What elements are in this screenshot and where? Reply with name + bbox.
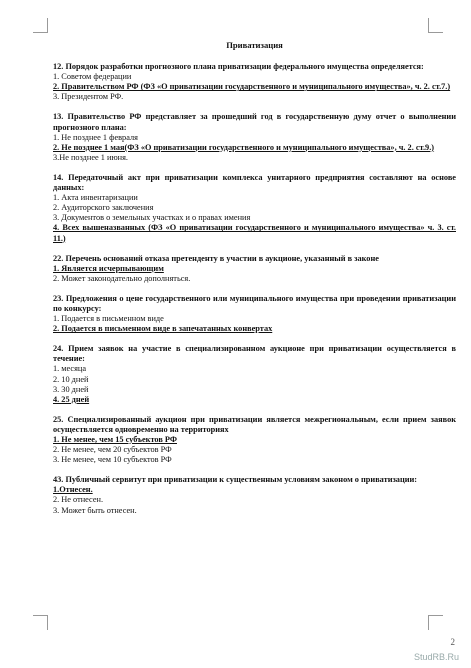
question-text: 24. Прием заявок на участие в специализированном аукционе при приватизации осуществляется в течение:	[53, 344, 456, 364]
question-block	[53, 112, 456, 162]
question-block	[53, 254, 456, 284]
page-title: Приватизация	[226, 40, 283, 50]
question-block	[53, 62, 456, 102]
crop-mark-bottom-right	[428, 615, 443, 630]
answer-option: 3. Не менее, чем 10 субъектов РФ	[53, 455, 172, 465]
answer-option-correct: 2. Не позднее 1 мая(ФЗ «О приватизации государственного и муниципального имущества», ч. 2. ст.9.)	[53, 142, 435, 152]
answer-option: 1. месяца	[53, 364, 87, 374]
answer-option: 3. Документов о земельных участках и о правах имения	[53, 213, 251, 223]
answer-option-correct: 1. Не менее, чем 15 субъектов РФ	[53, 435, 177, 444]
answer-option: 1. Акта инвентаризации	[53, 193, 138, 203]
question-text: 25. Специализированный аукцион при приватизации является межрегиональным, если прием заявок осуществляется одновременно на территориях	[53, 414, 456, 434]
answer-option: 1. Подается в письменном виде	[53, 314, 164, 324]
answer-option: 2. 10 дней	[53, 374, 89, 384]
question-block	[53, 173, 456, 244]
crop-mark-top-left	[33, 18, 48, 33]
crop-mark-top-right	[428, 18, 443, 33]
answer-option: 2. Может законодательно дополняться.	[53, 273, 191, 283]
answer-option: 1. Не позднее 1 февраля	[53, 132, 138, 142]
question-block	[53, 344, 456, 405]
question-block	[53, 294, 456, 334]
question-text: 43. Публичный сервитут при приватизации к существенным условиям законом о приватизации:	[53, 475, 418, 485]
question-text: 14. Передаточный акт при приватизации комплекса унитарного предприятия составляют на основе данных:	[53, 172, 456, 193]
question-text: 23. Предложения о цене государственного или муниципального имущества при проведении приватизации по конкурсу:	[53, 293, 456, 313]
crop-mark-bottom-left	[33, 615, 48, 630]
answer-option: 2. Аудиторского заключения	[53, 203, 154, 213]
question-block	[53, 415, 456, 465]
answer-option: 3. Может быть отнесен.	[53, 505, 137, 515]
page-number: 2	[450, 637, 455, 647]
answer-option-correct: 1.Отнесен.	[53, 485, 93, 495]
question-block	[53, 475, 456, 515]
answer-option-correct: 1. Является исчерпывающим	[53, 263, 164, 273]
answer-option: 3.Не позднее 1 июня.	[53, 152, 128, 162]
site-watermark: StudRB.Ru	[413, 652, 459, 662]
question-text: 13. Правительство РФ представляет за прошедший год в государственную думу отчет о выполнении прогнозного плана:	[53, 112, 456, 132]
question-text: 12. Порядок разработки прогнозного плана приватизации федерального имущества определяется:	[53, 62, 424, 72]
document-content	[53, 40, 456, 526]
question-text: 22. Перечень оснований отказа претенденту в участии в аукционе, указанный в законе	[53, 253, 379, 263]
question-list	[53, 62, 456, 516]
answer-option-correct: 4. Всех вышеназванных (ФЗ «О приватизации государственного и муниципального имущества» ч. 3. ст. 11.)	[53, 223, 456, 243]
answer-option: 2. Не отнесен.	[53, 495, 104, 505]
answer-option-correct: 2. Правительством РФ (ФЗ «О приватизации государственного и муниципального имущества», ч. 2. ст.7.)	[53, 82, 451, 92]
answer-option: 3. 30 дней	[53, 384, 89, 394]
answer-option: 2. Не менее, чем 20 субъектов РФ	[53, 445, 172, 455]
answer-option-correct: 4. 25 дней	[53, 394, 90, 404]
answer-option: 1. Советом федерации	[53, 72, 132, 82]
answer-option: 3. Президентом РФ.	[53, 92, 124, 102]
answer-option-correct: 2. Подается в письменном виде в запечатанных конвертах	[53, 324, 273, 334]
